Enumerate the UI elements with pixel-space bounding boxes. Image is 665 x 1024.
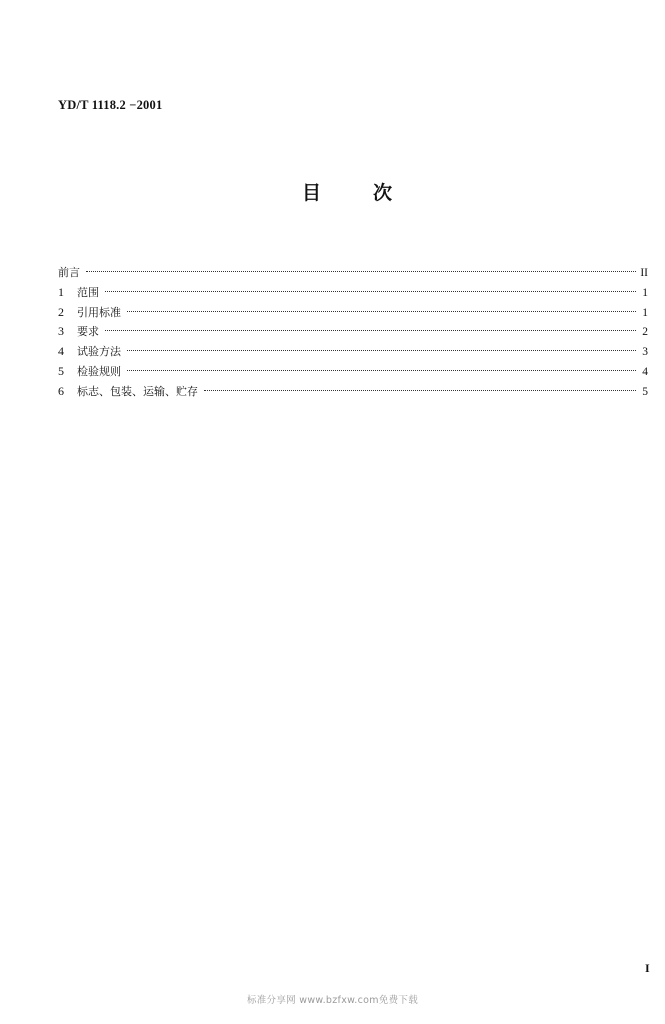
toc-entry-label: 前言 [58, 266, 80, 279]
toc-dot-leader [127, 370, 636, 371]
toc-entry-number: 4 [58, 344, 64, 359]
toc-entry-page: 2 [642, 326, 648, 339]
toc-dot-leader [204, 390, 636, 391]
toc-entry-label: 要求 [77, 325, 99, 339]
toc-entry-label: 标志、包装、运输、贮存 [77, 384, 198, 398]
toc-entry-scope[interactable] [58, 283, 648, 303]
toc-entry-page: 5 [642, 385, 648, 398]
toc-entry-page: 3 [642, 346, 648, 359]
toc-dot-leader [127, 350, 636, 351]
standard-code: YD/T 1118.2 −2001 [58, 98, 163, 112]
toc-entry-label: 引用标准 [77, 305, 121, 319]
toc-entry-label: 范围 [77, 285, 99, 299]
toc-title-char-1: 目 [302, 182, 322, 204]
toc-entry-number: 3 [58, 324, 64, 339]
toc-entry-inspection-rules[interactable] [58, 362, 648, 382]
toc-dot-leader [127, 311, 636, 312]
toc-entry-page: 1 [642, 286, 648, 299]
toc-title [302, 178, 392, 205]
table-of-contents [58, 263, 648, 402]
toc-title-char-2: 次 [373, 182, 393, 204]
toc-entry-marking-packaging[interactable] [58, 382, 648, 402]
toc-entry-number: 1 [58, 284, 64, 299]
toc-dot-leader [105, 330, 636, 331]
watermark: 标准分享网 www.bzfxw.com免费下载 [246, 995, 419, 1006]
toc-entry-requirements[interactable] [58, 322, 648, 342]
toc-dot-leader [86, 271, 636, 272]
toc-dot-leader [105, 291, 636, 292]
toc-entry-test-methods[interactable] [58, 342, 648, 362]
page-number: I [645, 961, 650, 975]
toc-entry-page: II [640, 267, 648, 279]
toc-entry-normative-references[interactable] [58, 303, 648, 323]
toc-entry-label: 检验规则 [77, 364, 121, 378]
toc-entry-number: 5 [58, 363, 64, 378]
toc-entry-label: 试验方法 [77, 345, 121, 359]
toc-entry-number: 2 [58, 304, 64, 319]
toc-entry-page: 1 [642, 306, 648, 319]
toc-entry-number: 6 [58, 383, 64, 398]
toc-entry-foreword[interactable] [58, 263, 648, 283]
toc-entry-page: 4 [642, 365, 648, 378]
